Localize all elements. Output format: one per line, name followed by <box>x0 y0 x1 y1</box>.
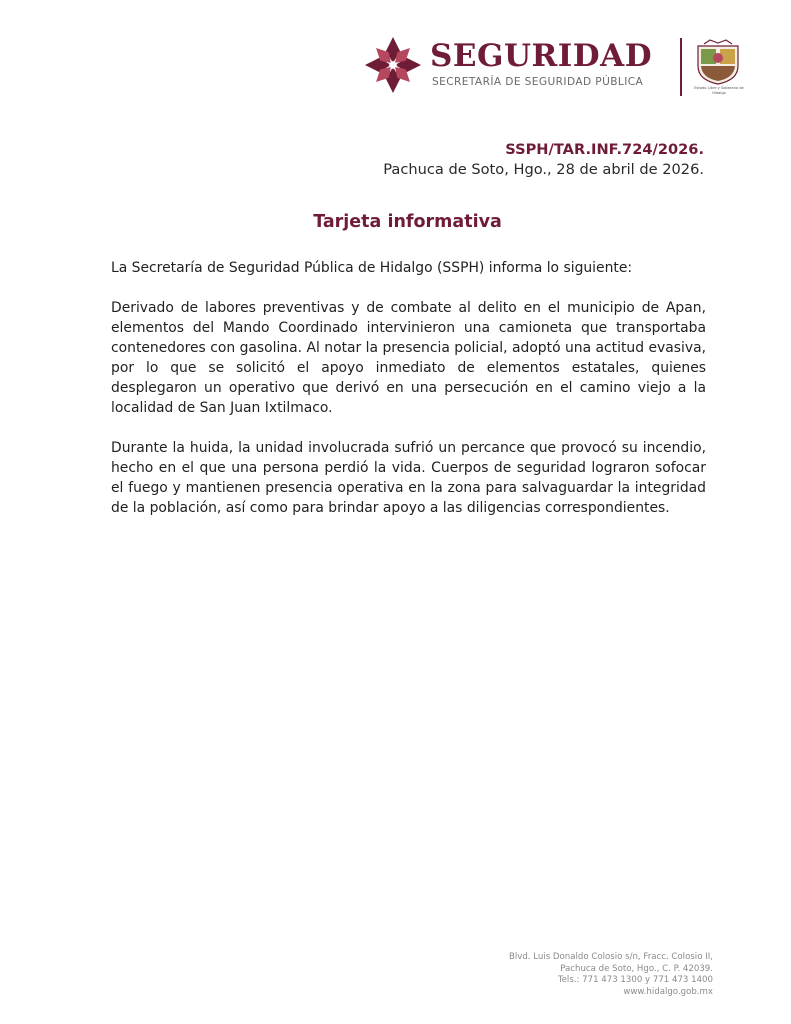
document-title: Tarjeta informativa <box>313 212 502 232</box>
body-paragraph: La Secretaría de Seguridad Pública de Hidalgo (SSPH) informa lo siguiente: <box>111 260 633 276</box>
hidalgo-state-seal-icon <box>694 38 742 86</box>
body-paragraph: Derivado de labores preventivas y de combate al delito en el municipio de Apan, elementos del Mando Coordinado intervinieron una camioneta que transportaba contenedores con gasolina. Al notar la presencia policial, adoptó una actitud evasiva, por lo que se solicitó el apoyo inmediato de elementos estatales, quienes desplegaron un operativo que derivó en una persecución en el camino viejo a la localidad de San Juan Ixtilmaco. <box>111 300 706 416</box>
brand-name: SEGURIDAD <box>430 38 653 74</box>
page-header <box>362 34 752 100</box>
star-flower-emblem-icon <box>362 34 424 96</box>
footer-address-line-1: Blvd. Luis Donaldo Colosio s/n, Fracc. Colosio II, <box>508 952 713 962</box>
page-footer <box>509 952 713 998</box>
seal-caption: Estado Libre y Soberano de Hidalgo <box>694 86 744 95</box>
reference-block <box>383 140 704 180</box>
footer-website: www.hidalgo.gob.mx <box>623 986 713 997</box>
reference-code: SSPH/TAR.INF.724/2026. <box>505 141 704 158</box>
document-body <box>111 258 706 538</box>
brand-subtitle: SECRETARÍA DE SEGURIDAD PÚBLICA <box>432 76 644 88</box>
body-paragraph: Durante la huida, la unidad involucrada sufrió un percance que provocó su incendio, hecho en el que una persona perdió la vida. Cuerpos de seguridad lograron sofocar el fuego y mantienen presencia operativa en la zona para salvaguardar la integridad de la población, así como para brindar apoyo a las diligencias correspondientes. <box>111 440 706 516</box>
reference-date: Pachuca de Soto, Hgo., 28 de abril de 2026. <box>383 161 704 178</box>
header-divider <box>680 38 682 96</box>
footer-address-line-2: Pachuca de Soto, Hgo., C. P. 42039. <box>560 963 713 974</box>
footer-phones: Tels.: 771 473 1300 y 771 473 1400 <box>557 975 713 985</box>
